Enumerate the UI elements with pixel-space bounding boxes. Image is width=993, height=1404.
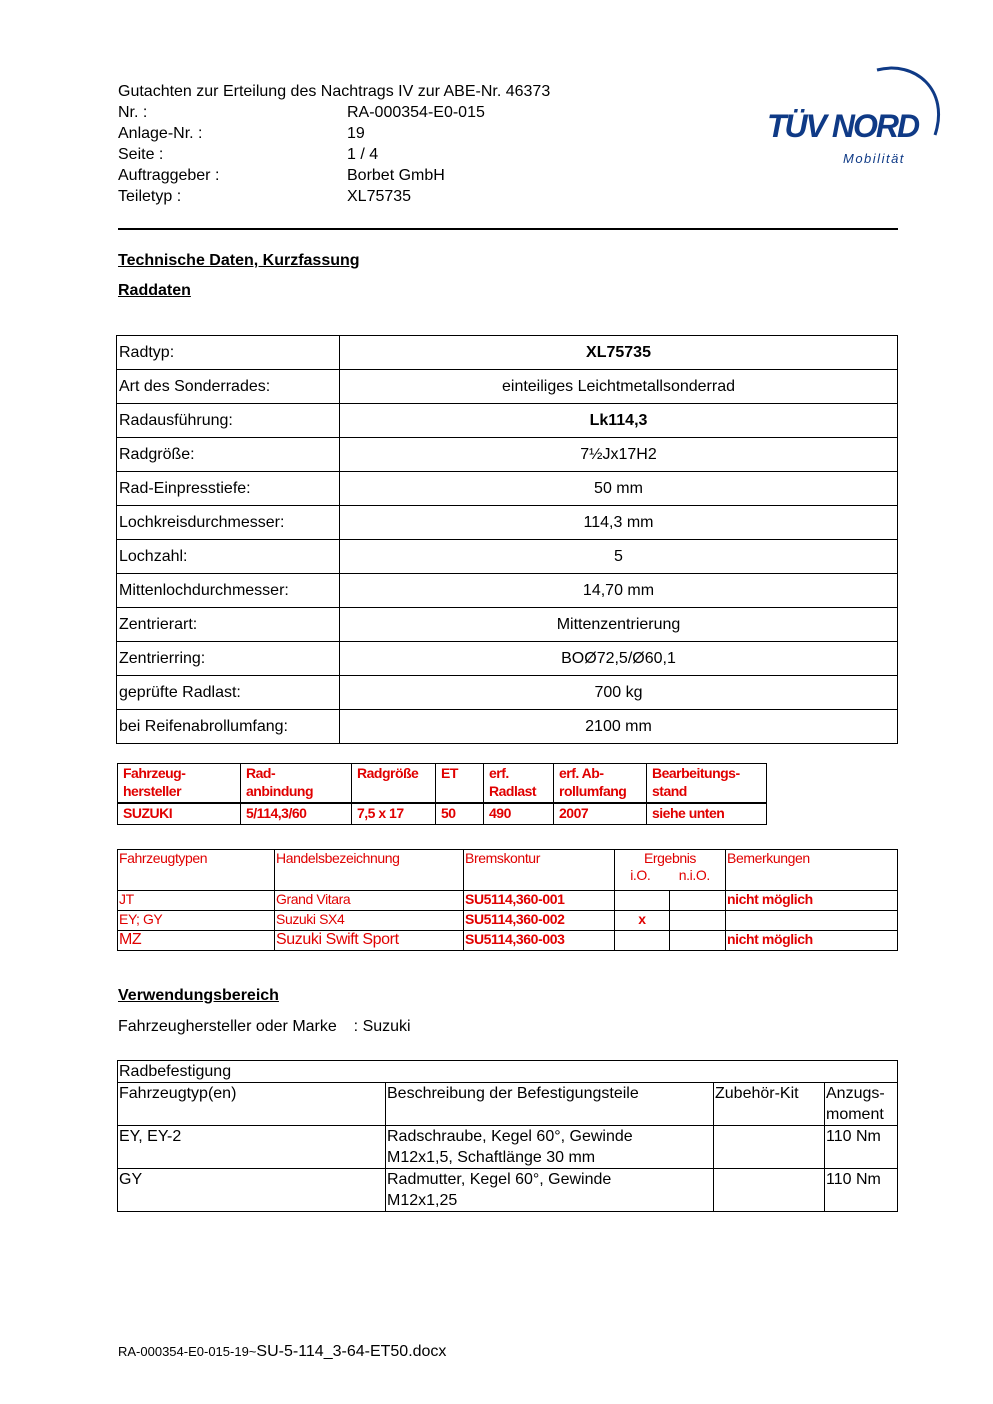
table-cell: 7,5 x 17: [352, 803, 436, 825]
column-header: ET: [436, 764, 484, 804]
result-label: Ergebnis: [643, 850, 697, 866]
remark-cell: [726, 911, 898, 931]
table-row: [117, 336, 898, 370]
table-cell-value: 5: [340, 540, 898, 574]
table-row: [118, 1169, 898, 1212]
document-title: Gutachten zur Erteilung des Nachtrags IV zur ABE-Nr. 46373: [118, 83, 551, 100]
column-header-trade: Handelsbezeichnung: [275, 850, 464, 891]
result-subheaders: [616, 867, 724, 884]
table-row: [117, 370, 898, 404]
torque-cell: 110 Nm: [825, 1169, 898, 1212]
trade-name-cell: Suzuki Swift Sport: [275, 931, 464, 951]
logo-word: TÜV NORD: [767, 108, 919, 144]
header-value: Borbet GmbH: [347, 167, 445, 184]
vehicle-type-cell: EY; GY: [118, 911, 275, 931]
io-label: i.O.: [630, 867, 651, 883]
header-label: Nr. :: [118, 104, 148, 121]
column-header: Bearbeitungs- stand: [647, 764, 767, 804]
kit-cell: [714, 1169, 825, 1212]
result-nio-cell: [670, 911, 726, 931]
table-cell-key: Radtyp:: [117, 336, 340, 370]
table-cell-value: 114,3 mm: [340, 506, 898, 540]
table-row: [117, 540, 898, 574]
table-cell: 50: [436, 803, 484, 825]
column-header: Zubehör-Kit: [714, 1083, 825, 1126]
table-cell-key: geprüfte Radlast:: [117, 676, 340, 710]
column-header-result: [615, 850, 726, 891]
table-row: [118, 1126, 898, 1169]
tuev-nord-logo: [765, 60, 945, 170]
table-row: [117, 710, 898, 744]
column-header-types: Fahrzeugtypen: [118, 850, 275, 891]
table-row: [118, 931, 898, 951]
trade-name-cell: Grand Vitara: [275, 891, 464, 911]
column-header: Radgröße: [352, 764, 436, 804]
header-label: Anlage-Nr. :: [118, 125, 203, 142]
vehicle-type-cell: EY, EY-2: [118, 1126, 386, 1169]
document-header: [118, 81, 550, 207]
header-row-nr: [118, 102, 550, 123]
section-heading-technical: Technische Daten, Kurzfassung: [118, 252, 360, 269]
table-cell-value: BOØ72,5/Ø60,1: [340, 642, 898, 676]
table-row: [118, 911, 898, 931]
table-cell-key: Art des Sonderrades:: [117, 370, 340, 404]
brake-contour-cell: SU5114,360-001: [464, 891, 615, 911]
table-cell-key: Radausführung:: [117, 404, 340, 438]
result-io-cell: x: [615, 911, 670, 931]
column-header-brake: Bremskontur: [464, 850, 615, 891]
section-heading-raddaten: Raddaten: [118, 282, 191, 299]
footer-filename: [118, 1343, 446, 1361]
table-header-row: [118, 850, 898, 891]
column-header: Rad- anbindung: [241, 764, 352, 804]
summary-table: [117, 763, 767, 825]
table-cell-value: Mittenzentrierung: [340, 608, 898, 642]
table-cell-value: 2100 mm: [340, 710, 898, 744]
table-cell-key: Radgröße:: [117, 438, 340, 472]
logo-subtitle: Mobilität: [843, 151, 905, 166]
table-cell-key: bei Reifenabrollumfang:: [117, 710, 340, 744]
result-io-cell: [615, 891, 670, 911]
brake-contour-cell: SU5114,360-002: [464, 911, 615, 931]
table-cell: siehe unten: [647, 803, 767, 825]
vehicle-type-cell: JT: [118, 891, 275, 911]
table-cell-value: XL75735: [340, 336, 898, 370]
table-cell-key: Lochkreisdurchmesser:: [117, 506, 340, 540]
header-row-auftraggeber: [118, 165, 550, 186]
table-title-row: [118, 1061, 898, 1083]
table-row: [117, 404, 898, 438]
column-header: Anzugs- moment: [825, 1083, 898, 1126]
table-row: [117, 608, 898, 642]
table-row: [117, 642, 898, 676]
remark-cell: nicht möglich: [726, 891, 898, 911]
table-header-row: [118, 764, 767, 804]
table-cell: SUZUKI: [118, 803, 241, 825]
vehicle-type-cell: GY: [118, 1169, 386, 1212]
vehicle-types-table: [117, 849, 898, 951]
footer-part-1: RA-000354-E0-015-19~: [118, 1344, 257, 1359]
footer-part-2: SU-5-114_3-64-ET50.docx: [256, 1343, 447, 1360]
header-divider: [118, 228, 898, 230]
torque-cell: 110 Nm: [825, 1126, 898, 1169]
usage-label: Fahrzeughersteller oder Marke: [118, 1018, 337, 1035]
table-cell-value: 50 mm: [340, 472, 898, 506]
table-row: [117, 574, 898, 608]
column-header: erf. Radlast: [484, 764, 554, 804]
header-value: 1 / 4: [347, 146, 379, 163]
table-header-row: [118, 1083, 898, 1126]
table-cell-key: Zentrierart:: [117, 608, 340, 642]
header-row-teiletyp: [118, 186, 550, 207]
kit-cell: [714, 1126, 825, 1169]
description-cell: Radschraube, Kegel 60°, Gewinde M12x1,5, Schaftlänge 30 mm: [386, 1126, 714, 1169]
radbefestigung-table: [117, 1060, 898, 1212]
header-row-seite: [118, 144, 550, 165]
table-row: [117, 506, 898, 540]
usage-value: Suzuki: [362, 1018, 411, 1035]
header-value: 19: [347, 125, 365, 142]
table-cell: 5/114,3/60: [241, 803, 352, 825]
table-row: [118, 803, 767, 825]
vehicle-type-cell: MZ: [118, 931, 275, 951]
description-cell: Radmutter, Kegel 60°, Gewinde M12x1,25: [386, 1169, 714, 1212]
section-heading-usage: Verwendungsbereich: [118, 987, 279, 1004]
usage-line: [118, 1018, 411, 1036]
table-cell-value: 14,70 mm: [340, 574, 898, 608]
result-io-cell: [615, 931, 670, 951]
result-nio-cell: [670, 891, 726, 911]
table-cell-value: 700 kg: [340, 676, 898, 710]
header-value: RA-000354-E0-015: [347, 104, 485, 121]
usage-separator: :: [353, 1018, 359, 1035]
raddaten-table: [116, 335, 898, 744]
table-cell: 490: [484, 803, 554, 825]
column-header: Fahrzeugtyp(en): [118, 1083, 386, 1126]
table-cell-value: Lk114,3: [340, 404, 898, 438]
table-cell-key: Rad-Einpresstiefe:: [117, 472, 340, 506]
table-row: [118, 891, 898, 911]
header-value: XL75735: [347, 188, 412, 205]
header-label: Seite :: [118, 146, 164, 163]
table-cell-key: Mittenlochdurchmesser:: [117, 574, 340, 608]
result-nio-cell: [670, 931, 726, 951]
table-cell-key: Zentrierring:: [117, 642, 340, 676]
column-header: Fahrzeug- hersteller: [118, 764, 241, 804]
remark-cell: nicht möglich: [726, 931, 898, 951]
table-cell: 2007: [554, 803, 647, 825]
header-label: Teiletyp :: [118, 188, 182, 205]
table-cell-key: Lochzahl:: [117, 540, 340, 574]
column-header: erf. Ab- rollumfang: [554, 764, 647, 804]
column-header: Beschreibung der Befestigungsteile: [386, 1083, 714, 1126]
table-row: [117, 472, 898, 506]
column-header-remarks: Bemerkungen: [726, 850, 898, 891]
table-row: [117, 438, 898, 472]
trade-name-cell: Suzuki SX4: [275, 911, 464, 931]
table-row: [117, 676, 898, 710]
header-label: Auftraggeber :: [118, 167, 220, 184]
table-cell-value: 7½Jx17H2: [340, 438, 898, 472]
nio-label: n.i.O.: [678, 867, 710, 883]
header-row-anlage: [118, 123, 550, 144]
brake-contour-cell: SU5114,360-003: [464, 931, 615, 951]
table-cell-value: einteiliges Leichtmetallsonderrad: [340, 370, 898, 404]
table-title: Radbefestigung: [118, 1061, 898, 1083]
